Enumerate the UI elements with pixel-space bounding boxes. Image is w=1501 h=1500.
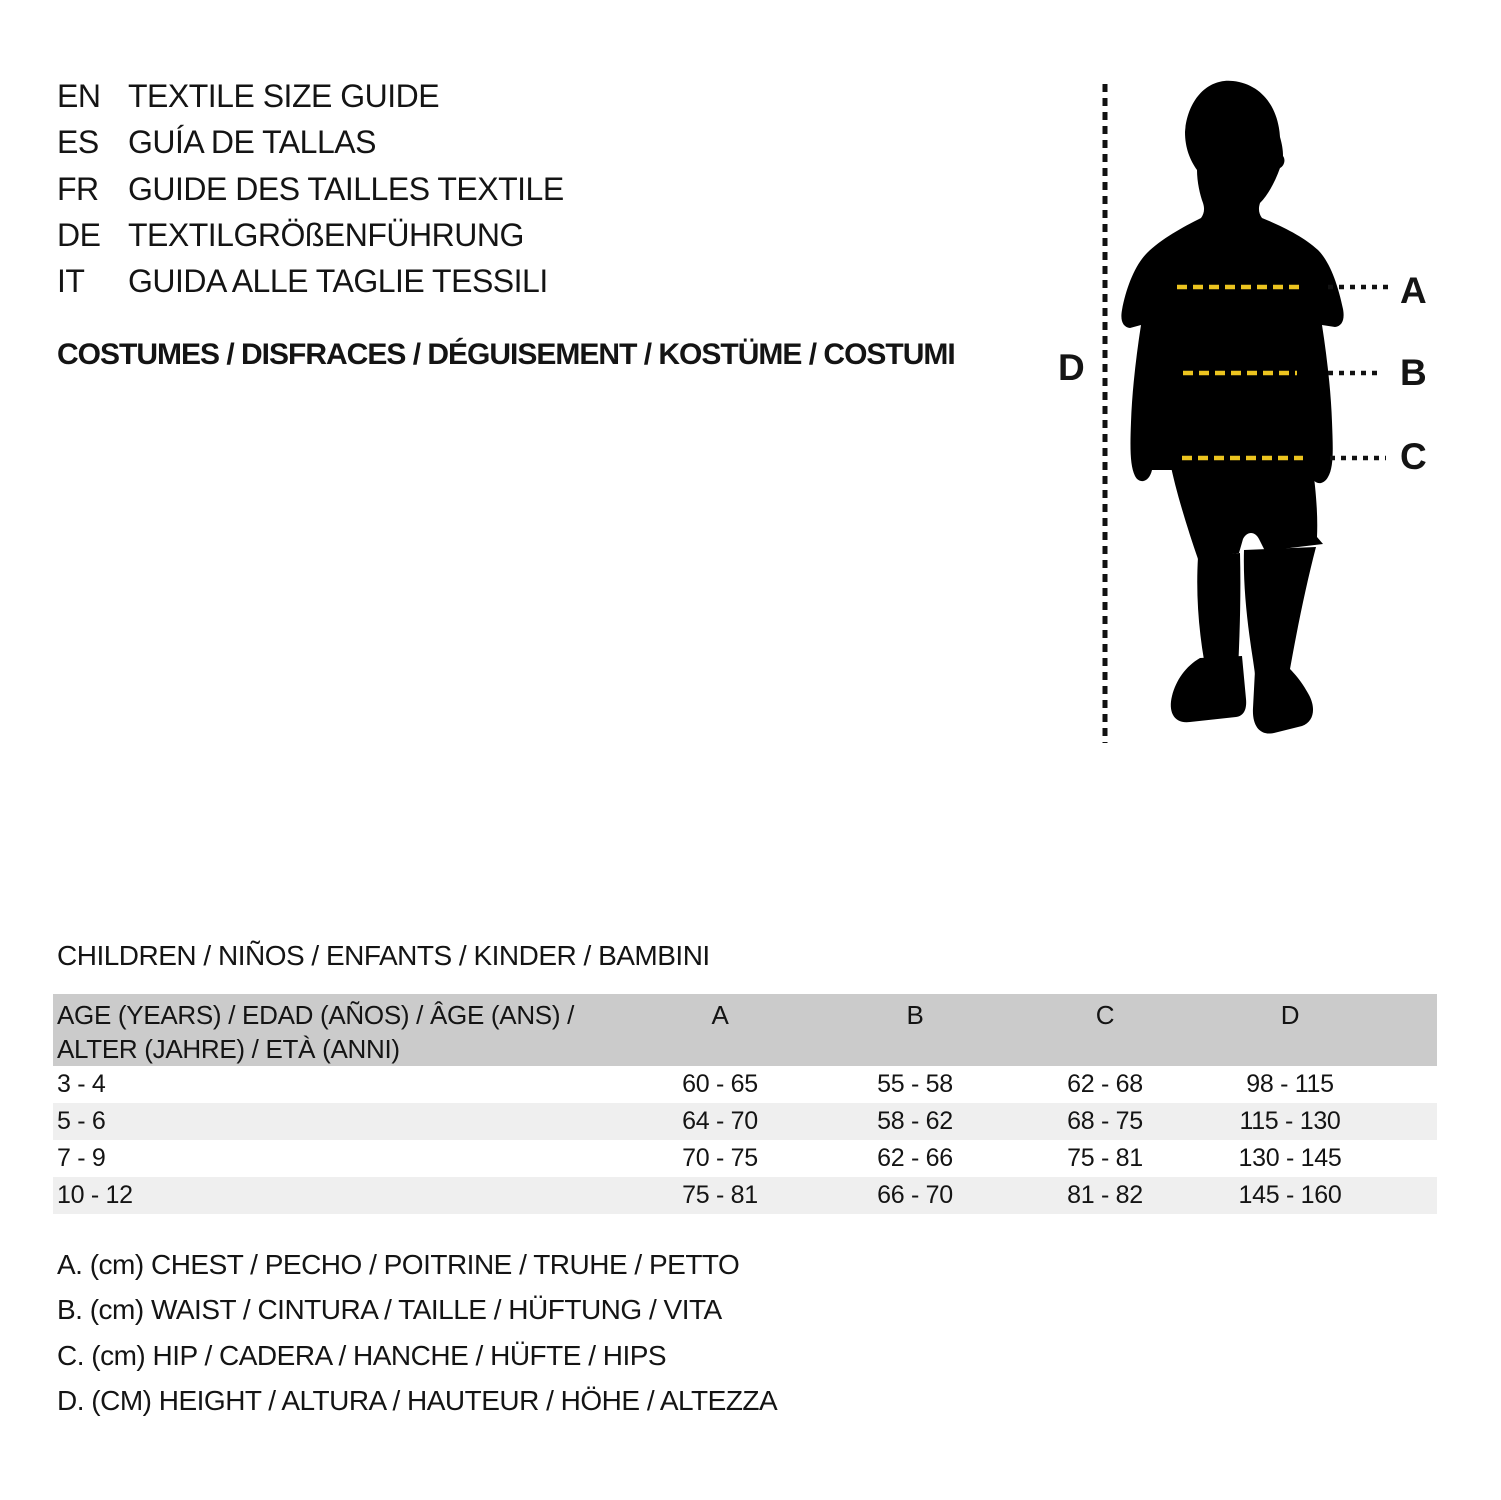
language-row [57,166,564,212]
waist-measure-label: B [1400,352,1427,393]
language-code: DE [57,216,101,253]
height-cell: 145 - 160 [1238,1181,1342,1209]
language-code: EN [57,78,101,114]
language-code: ES [57,124,99,161]
waist-cell: 66 - 70 [877,1181,953,1209]
hip-cell: 62 - 68 [1067,1070,1143,1098]
child-silhouette [1121,81,1343,734]
table-row [53,1177,1437,1214]
language-title: GUIDA ALLE TAGLIE TESSILI [128,263,548,300]
category-heading: COSTUMES / DISFRACES / DÉGUISEMENT / KOSTÜME / COSTUMI [57,338,955,371]
hip-cell: 81 - 82 [1067,1181,1143,1209]
chest-cell: 64 - 70 [682,1107,758,1135]
table-row [53,1066,1437,1103]
height-measure-label: D [1058,347,1085,388]
column-header-c: C [1010,994,1200,1066]
chest-cell: 60 - 65 [682,1070,758,1098]
language-row [57,258,564,304]
column-header-b: B [820,994,1010,1066]
legend-waist: B. (cm) WAIST / CINTURA / TAILLE / HÜFTUNG / VITA [57,1294,722,1326]
measure-legend [57,1242,777,1423]
height-cell: 98 - 115 [1246,1070,1334,1098]
age-cell: 10 - 12 [57,1181,133,1209]
age-header-line1: AGE (YEARS) / EDAD (AÑOS) / ÂGE (ANS) / [57,1000,575,1030]
hip-cell: 75 - 81 [1067,1144,1143,1172]
age-cell: 5 - 6 [57,1107,106,1135]
language-code: FR [57,170,99,207]
silhouette-left-leg [1197,553,1240,672]
chest-cell: 70 - 75 [682,1144,758,1172]
silhouette-right-shoe [1253,667,1313,734]
waist-cell: 55 - 58 [877,1070,953,1098]
chest-measure-label: A [1400,270,1427,311]
column-header-d: D [1200,994,1437,1066]
silhouette-shorts [1170,462,1323,559]
hip-cell: 68 - 75 [1067,1107,1143,1135]
waist-cell: 62 - 66 [877,1144,953,1172]
waist-cell: 58 - 62 [877,1107,953,1135]
age-column-header [53,994,620,1066]
legend-height: D. (CM) HEIGHT / ALTURA / HAUTEUR / HÖHE / ALTEZZA [57,1384,778,1416]
language-row [57,73,564,119]
legend-hip: C. (cm) HIP / CADERA / HANCHE / HÜFTE / HIPS [57,1339,667,1371]
hip-measure-label: C [1400,436,1427,477]
age-cell: 7 - 9 [57,1144,106,1172]
column-header-a: A [620,994,820,1066]
language-row [57,212,564,258]
children-section-title: CHILDREN / NIÑOS / ENFANTS / KINDER / BAMBINI [57,940,710,971]
chest-cell: 75 - 81 [682,1181,758,1209]
language-title: TEXTILGRÖßENFÜHRUNG [128,216,524,253]
age-header-line2: ALTER (JAHRE) / ETÀ (ANNI) [57,1034,400,1064]
size-table [53,994,1437,1214]
height-cell: 130 - 145 [1238,1144,1342,1172]
silhouette-head-torso [1121,81,1343,483]
legend-chest: A. (cm) CHEST / PECHO / POITRINE / TRUHE / PETTO [57,1249,740,1280]
size-figure [1050,60,1470,760]
table-row [53,1140,1437,1177]
language-title: GUIDE DES TAILLES TEXTILE [128,170,564,207]
table-header-row [53,994,1437,1066]
language-title-block [57,73,564,304]
age-cell: 3 - 4 [57,1070,106,1098]
table-row [53,1103,1437,1140]
silhouette-right-leg [1244,547,1316,674]
language-title: GUÍA DE TALLAS [128,124,376,161]
silhouette-left-shoe [1171,656,1246,722]
language-row [57,119,564,165]
height-cell: 115 - 130 [1239,1107,1341,1135]
language-title: TEXTILE SIZE GUIDE [128,78,440,114]
language-code: IT [57,263,85,300]
